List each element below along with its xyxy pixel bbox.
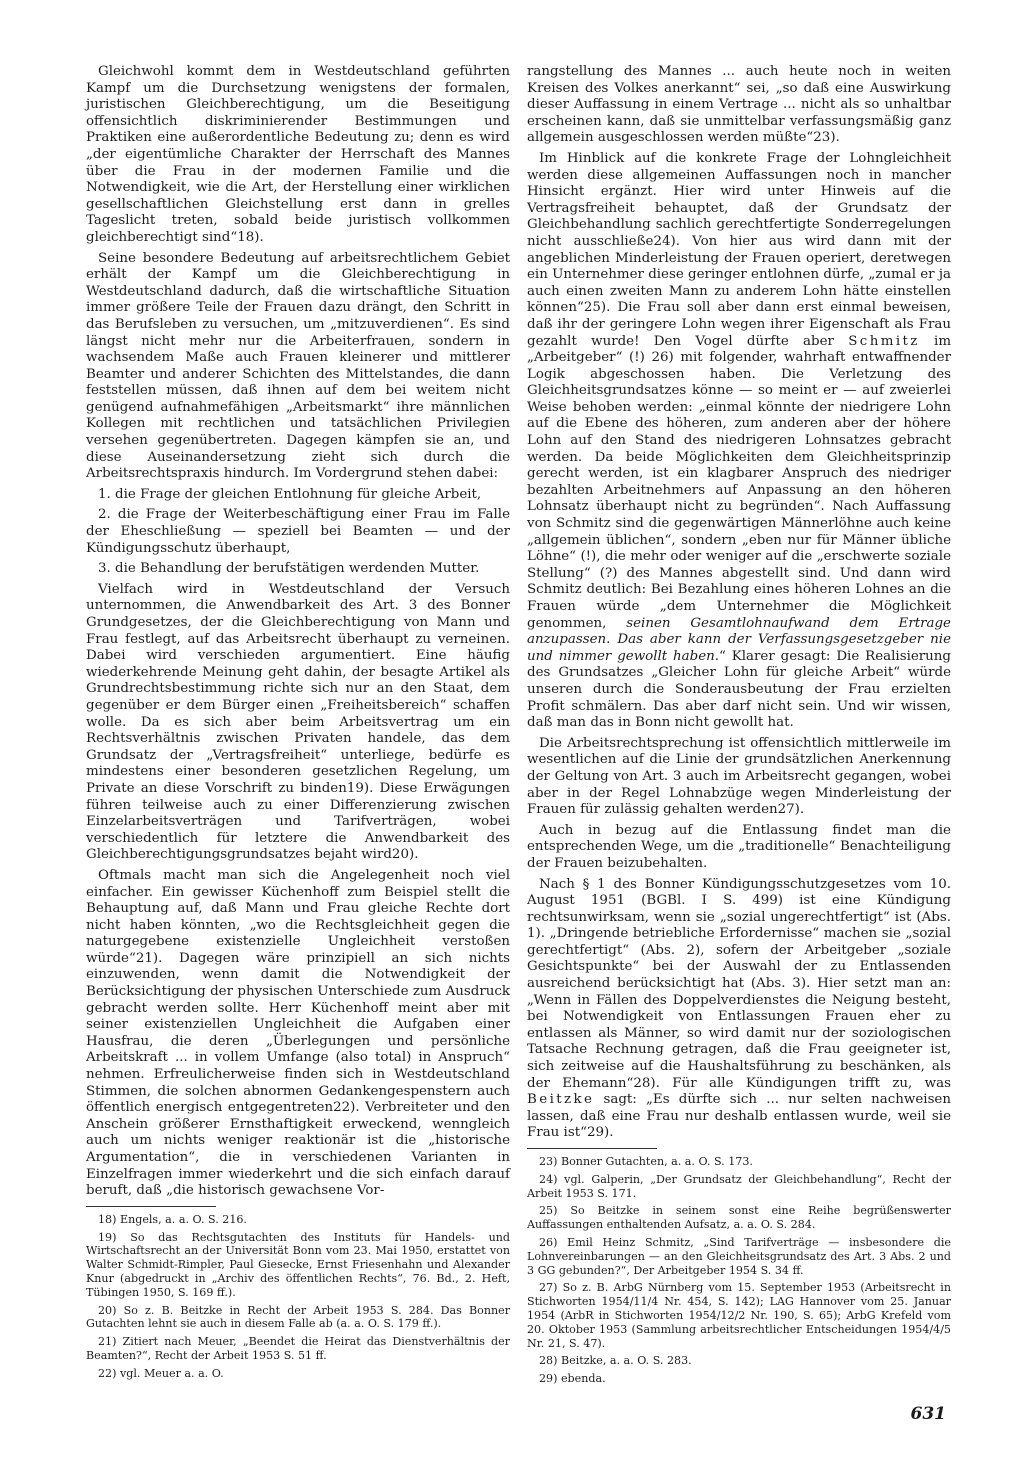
page-number: 631 — [910, 1404, 946, 1424]
list-item: 1. die Frage der gleichen Entlohnung für gleiche Arbeit, — [98, 486, 482, 502]
footnote: 26) Emil Heinz Schmitz, „Sind Tarifverträge — insbesondere die Lohnvereinbarungen — an den Gleichheitsgrundsatz des Art. 3 Abs. 2 und 3 GG gebunden?“, Der Arbeitgeber 1954 S. 34 ff. — [527, 1235, 951, 1277]
italic-quote: seinen Gesamtlohnaufwand dem Ertrage anzupassen. Das aber kann der Verfassungsgesetzgeber nie und nimmer gewollt haben. — [527, 615, 951, 664]
text-run: Im Hinblick auf die konkrete Frage der Lohngleichheit werden diese allgemeinen Auffassungen noch in mancher Hinsicht ergänzt. Hier wird unter Hinweis auf die Vertragsfreiheit behauptet, daß der Grundsatz der Gleichbehandlung sachlich gerechtfertigte Sonderregelungen nicht ausschließe24). Von hier aus wird dann mit der angeblichen Minderleistung der Frauen operiert, deretwegen ein Unternehmer diese geringer entlohnen dürfe, „zumal er ja auch einen zweiten Mann zu anderem Lohn hätte einstellen können“25). Die Frau soll aber dann erst einmal beweisen, daß ihr der geringere Lohn wegen ihrer Eigenschaft als Frau gezahlt wurde! Den Vogel dürfte aber — [527, 150, 951, 349]
footnote-rule — [86, 1206, 216, 1207]
left-column — [86, 64, 510, 1385]
footnote: 25) So Beitzke in seinem sonst eine Reihe begrüßenswerter Auffassungen enthaltenden Aufsatz, a. a. O. S. 284. — [527, 1204, 951, 1232]
paragraph: Die Arbeitsrechtsprechung ist offensichtlich mittlerweile im wesentlichen auf die Linie der grundsätzlichen Anerkennung der Geltung von Art. 3 auch im Arbeitsrecht gegangen, wobei aber in der Regel Lohnabzüge wegen Minderleistung der Frauen für zulässig gehalten werden27). — [527, 735, 951, 818]
paragraph: Auch in bezug auf die Entlassung findet man die entsprechenden Wege, um die „traditionelle“ Benachteiligung der Frauen beizubehalten. — [527, 822, 951, 871]
spaced-name: Beitzke — [527, 1092, 595, 1108]
list-item: 3. die Behandlung der berufstätigen werdenden Mutter. — [98, 561, 480, 577]
paragraph — [527, 877, 951, 1143]
list-item: 2. die Frage der Weiterbeschäftigung einer Frau im Falle der Eheschließung — speziell bei Beamten — und der Kündigungsschutz überhaupt, — [86, 507, 510, 556]
footnotes — [527, 1155, 951, 1386]
paragraph: Oftmals macht man sich die Angelegenheit noch viel einfacher. Ein gewisser Küchenhoff zum Beispiel stellt die Behauptung auf, daß Mann und Frau gleiche Rechte dort nicht haben könnten, „wo die Rechtsgleichheit gegen die naturgegebene existenzielle Ungleichheit verstoßen würde“21). Dagegen wäre prinzipiell an sich nichts einzuwenden, wenn damit die Notwendigkeit der Berücksichtigung der physischen Unterschiede zum Ausdruck gebracht werden sollte. Herr Küchenhoff meint aber mit seiner existenziellen Ungleichheit die Aufgaben einer Hausfrau, die deren „Überlegungen und persönliche Arbeitskraft ... in vollem Umfange (also total) in Anspruch“ nehmen. Erfreulicherweise finden sich in Westdeutschland Stimmen, die solchen abnormen Gedankengespenstern auch öffentlich energisch entgegentreten22). Verbreiteter und den Anschein größerer Ernsthaftigkeit erweckend, wenngleich auch um nichts weniger reaktionär ist die „historische Argumentation“, die in verschiedenen Varianten in Einzelfragen immer wiederkehrt und die sich einfach darauf beruft, daß „die historisch gewachsene Vor- — [86, 867, 510, 1199]
footnotes — [86, 1213, 510, 1381]
right-column — [527, 64, 951, 1390]
footnote: 28) Beitzke, a. a. O. S. 283. — [539, 1354, 692, 1368]
paragraph: rangstellung des Mannes ... auch heute noch in weiten Kreisen des Volkes anerkannt“ sei, „so daß eine Auswirkung dieser Auffassung in einem Vertrage ... nicht als so unhaltbar erscheinen kann, daß sie unmittelbar verfassungsmäßig ganz allgemein ausgeschlossen werden müßte“23). — [527, 64, 951, 146]
footnote-rule — [527, 1148, 657, 1149]
footnote: 29) ebenda. — [539, 1372, 606, 1386]
footnote: 19) So das Rechtsgutachten des Instituts für Handels- und Wirtschaftsrecht an der Universität Bonn vom 23. Mai 1950, erstattet von Walter Schmidt-Rimpler, Paul Giesecke, Ernst Friesenhahn und Alexander Knur (abgedruckt in „Archiv des öffentlichen Rechts“, 76. Bd., 2. Heft, Tübingen 1950, S. 169 ff.). — [86, 1230, 510, 1299]
paragraph — [527, 151, 951, 732]
text-run: “ Klarer gesagt: Die Realisierung des Grundsatzes „Gleicher Lohn für gleiche Arbeit“ würde unseren durch die Sonderausbeutung der Frau erzielten Profit schmälern. Das aber darf nicht sein. Und wir wissen, daß man das in Bonn nicht gewollt hat. — [527, 648, 951, 731]
footnote: 20) So z. B. Beitzke in Recht der Arbeit 1953 S. 284. Das Bonner Gutachten lehnt sie auch in diesem Falle ab (a. a. O. S. 179 ff.). — [86, 1303, 510, 1331]
paragraph: Vielfach wird in Westdeutschland der Versuch unternommen, die Anwendbarkeit des Art. 3 des Bonner Grundgesetzes, der die Gleichberechtigung von Mann und Frau festlegt, auf das Arbeitsrecht überhaupt zu verneinen. Dabei wird verschieden argumentiert. Eine häufig wiederkehrende Meinung geht dahin, der besagte Artikel als Grundrechtsbestimmung richte sich nur an den Staat, dem gegenüber er dem Bürger einen „Freiheitsbereich“ schaffen wolle. Da es sich aber beim Arbeitsvertrag um ein Rechtsverhältnis zwischen Privaten handele, das dem Grundsatz der „Vertragsfreiheit“ unterliege, bedürfe es mindestens einer besonderen gesetzlichen Regelung, um Private an diese Vorschrift zu binden19). Diese Erwägungen führen teilweise auch zu einer Differenzierung zwischen Einzelarbeitsverträgen und Tarifverträgen, wobei verschiedentlich für letztere die Anwendbarkeit des Gleichberechtigungsgrundsatzes bejaht wird20). — [86, 581, 510, 863]
footnote: 22) vgl. Meuer a. a. O. — [98, 1366, 224, 1380]
footnote: 23) Bonner Gutachten, a. a. O. S. 173. — [539, 1155, 753, 1168]
footnote: 24) vgl. Galperin, „Der Grundsatz der Gleichbehandlung“, Recht der Arbeit 1953 S. 171. — [527, 1172, 951, 1200]
footnote: 21) Zitiert nach Meuer, „Beendet die Heirat das Dienstverhältnis der Beamten?“, Recht der Arbeit 1953 S. 51 ff. — [86, 1335, 510, 1362]
paragraph: Seine besondere Bedeutung auf arbeitsrechtlichem Gebiet erhält der Kampf um die Gleichberechtigung in Westdeutschland dadurch, daß die wirtschaftliche Situation immer größere Teile der Frauen dazu drängt, den Schritt in das Berufsleben zu versuchen, um „mitzuverdienen“. Es sind längst nicht mehr nur die Arbeiterfrauen, sondern in wachsendem Maße auch Frauen kleinerer und mittlerer Beamter und anderer Schichten des Mittelstandes, die dann feststellen müssen, daß ihnen auf dem bei weitem nicht genügend aufnahmefähigen „Arbeitsmarkt“ ihre männlichen Kollegen mit rechtlichen und tatsächlichen Privilegien versehen gegenübertreten. Dagegen kämpfen sie an, und diese Auseinandersetzung zieht sich durch die Arbeitsrechtspraxis hindurch. Im Vordergrund stehen dabei: — [86, 250, 510, 482]
text-run: im „Arbeitgeber“ (!) 26) mit folgender, wahrhaft entwaffnender Logik abgeschossen haben. Die Verletzung des Gleichheitsgrundsatzes könne — so meint er — auf zweierlei Weise behoben werden: „einmal könnte der niedrigere Lohn auf die Ebene des höheren, zum anderen aber der höhere Lohn auf den Stand des niedrigeren Lohnsatzes gebracht werden. Da beide Möglichkeiten dem Gleichheitsprinzip gerecht werden, ist ein klagbarer Anspruch des niedriger bezahlten Arbeitnehmers auf Anpassung an den höheren Lohnsatz überhaupt nicht zu begründen“. Nach Auffassung von Schmitz sind die gegenwärtigen Männerlöhne auch keine „allgemein üblichen“, sondern „eben nur für Männer übliche Löhne“ (!), die mehr oder weniger auf die „erschwerte soziale Stellung“ (?) des Mannes abgestellt sind. Und dann wird Schmitz deutlich: Bei Bezahlung eines höheren Lohnes an die Frauen würde „dem Unternehmer die Möglichkeit genommen, — [527, 333, 952, 631]
footnote: 18) Engels, a. a. O. S. 216. — [98, 1212, 247, 1226]
text-run: Nach § 1 des Bonner Kündigungsschutzgesetzes vom 10. August 1951 (BGBl. I S. 499) ist eine Kündigung rechtsunwirksam, wenn sie „sozial ungerechtfertigt“ ist (Abs. 1). „Dringende betriebliche Erfordernisse“ machen sie „sozial gerechtfertigt“ (Abs. 2), sofern der Arbeitgeber „soziale Gesichtspunkte“ bei der Auswahl der zu Entlassenden ausreichend berücksichtigt hat (Abs. 3). Hier setzt man an: „Wenn in Fällen des Doppelverdienstes die Neigung besteht, bei Notwendigkeit von Entlassungen Frauen eher zu entlassen als Männer, so wird damit nur der soziologischen Tatsache Rechnung getragen, daß die Frau geeigneter ist, sich zeitweise auf die Haushaltsführung zu beschänken, als der Ehemann“28). Für alle Kündigungen trifft zu, was — [527, 876, 951, 1091]
footnote: 27) So z. B. ArbG Nürnberg vom 15. September 1953 (Arbeitsrecht in Stichworten 1954/11/4 Nr. 454, S. 142); LAG Hannover vom 25. Januar 1954 (ArbR in Stichworten 1954/12/2 Nr. 190, S. 65); ArbG Krefeld vom 20. Oktober 1953 (Sammlung arbeitsrechtlicher Entscheidungen 1954/4/5 Nr. 21, S. 47). — [527, 1281, 951, 1350]
paragraph: Gleichwohl kommt dem in Westdeutschland geführten Kampf um die Durchsetzung wenigstens der formalen, juristischen Gleichberechtigung, um die Beseitigung offensichtlich diskriminierender Bestimmungen und Praktiken eine außerordentliche Bedeutung zu; denn es wird „der eigentümliche Charakter der Herrschaft des Mannes über die Frau in der modernen Familie und die Notwendigkeit, wie die Art, der Herstellung einer wirklichen gesellschaftlichen Gleichstellung erst dann in grelles Tageslicht treten, sobald beide juristisch vollkommen gleichberechtigt sind“18). — [86, 64, 510, 245]
spaced-name: Schmitz — [848, 333, 920, 349]
text-run: sagt: „Es dürfte sich ... nur selten nachweisen lassen, daß eine Frau nur deshalb entlassen wurde, weil sie Frau ist“29). — [527, 1092, 951, 1141]
